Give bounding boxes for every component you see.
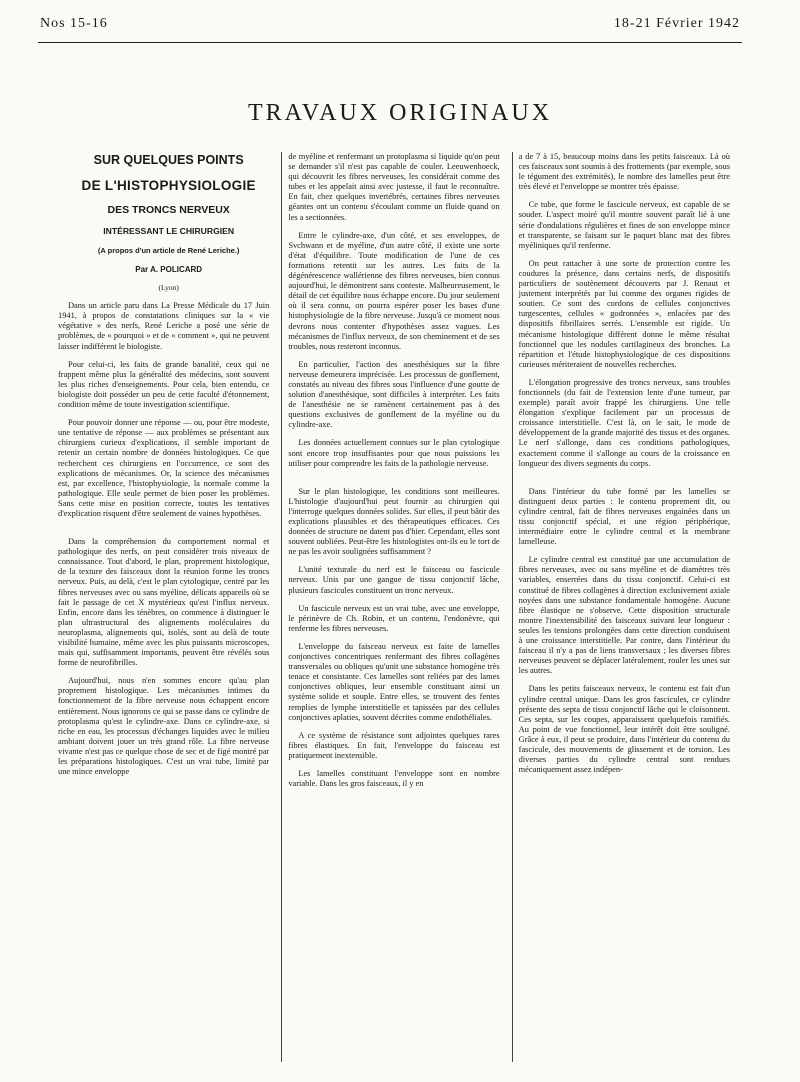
paragraph: Dans l'intérieur du tube formé par les lamelles se distinguent deux parties : le contenu proprement dit, ou cylindre central, fait de fibres nerveuses engainées dans un tissu conjonctif spécial, et une région périphérique, intermédiaire entre le cylindre central et la membrane lamelleuse.: [518, 486, 730, 547]
paragraph: a de 7 à 15, beaucoup moins dans les petits faisceaux. Là où ces faisceaux sont soumis à des frottements (par exemple, sous le tégument des extrémités), le nombre des lamelles peut être très élevé et l'enveloppe se montrer très épaisse.: [518, 152, 730, 192]
page-header: [40, 16, 740, 38]
column-3: [512, 152, 730, 1062]
paragraph: Dans les petits faisceaux nerveux, le contenu est fait d'un cylindre central unique. Dans les gros fascicules, ce cylindre présente des septa de tissu conjonctif lâche qui le cloisonnent. Ces septa, sur les coupes, apparaissent quelquefois ramifiés. Au point de vue fonctionnel, leur intérêt doit être souligné. Grâce à eux, il peut se produire, dans l'intérieur du contenu du fascicule, des mouvements de glissement et de torsion. Les diverses parties du cylindre central sont rendues mécaniquement assez indépen-: [518, 684, 730, 775]
issue-number: Nos 15-16: [40, 16, 108, 31]
paragraph: Les lamelles constituant l'enveloppe sont en nombre variable. Dans les gros faisceaux, il y en: [288, 768, 500, 789]
paragraph: Sur le plan histologique, les conditions sont meilleures. L'histologie d'aujourd'hui peut fournir au chirurgien qui l'interroge quelques données solides. Sur elles, il peut bâtir des explications plausibles et des thérapeutiques efficaces. Ces données de structure ne datent pas d'hier. Cependant, elles sont souvent oubliées. Peut-être les histologistes ont-ils eu le tort de ne pas les avoir soulignées suffisamment ?: [288, 486, 500, 557]
header-rule: [38, 42, 742, 43]
paragraph: Entre le cylindre-axe, d'un côté, et ses enveloppes, de Svchwann et de myéline, d'un autre côté, il existe une sorte d'état d'équilibre. Toute modification de l'une de ces formations retentit sur les autres. Les faits de la dégénérescence wallérienne des fibres nerveuses, bien connus aujourd'hui, le démontrent sans conteste. Malheureusement, le détail de cet équilibre nous échappe encore. Du jour seulement où il sera connu, on pourra espérer poser les bases d'une histophysiologie de la fibre nerveuse. Jusqu'à ce moment nous devrons nous contenter d'hypothèses assez vagues. Les mécanismes de l'influx nerveux, de son cheminement et de ses troubles, nous resteront inconnus.: [288, 230, 500, 351]
paragraph: Pour pouvoir donner une réponse — ou, pour être modeste, une tentative de réponse — aux problèmes se présentant aux chirurgiens curieux d'explications, il semble important de retenir un certain nombre de données histologiques. Ce que recherchent ces chirurgiens en l'occurrence, ce sont des explications de mécanismes. Or, la science des mécanismes est, par excellence, l'histophysiologie, la normale comme la pathologique. Elle seule permet de bien poser les problèmes. Sans cette mise en position correcte, toutes les tentatives d'explication risquent d'être seulement de vaines hypothèses.: [58, 418, 270, 518]
paragraph: L'élongation progressive des troncs nerveux, sans troubles fonctionnels (du fait de l'extension lente d'une tumeur, par exemple) paraît avoir frappé les chirurgiens. Une telle élongation s'explique facilement par un processus de croissance interstitielle. C'est là, on le sait, le mode de développement de la grande majorité des tissus et des organes. Le nerf s'allonge, dans ces conditions pathologiques, exactement comme il s'allonge au cours de la croissance en longueur des divers segments du corps.: [518, 377, 730, 468]
paragraph: Un fascicule nerveux est un vrai tube, avec une enveloppe, le périnèvre de Ch. Robin, et un contenu, l'endonèvre, qui renferme les fibres nerveuses.: [288, 603, 500, 633]
article-title-line-1: SUR QUELQUES POINTS: [93, 153, 244, 167]
paragraph: L'unité texturale du nerf est le faisceau ou fascicule nerveux. Unis par une gangue de tissu conjonctif lâche, plusieurs fascicules constituent un tronc nerveux.: [288, 565, 500, 595]
paragraph: Dans un article paru dans La Presse Médicale du 17 Juin 1941, à propos de constatations cliniques sur la « vie végétative » des nerfs, René Leriche a posé une série de problèmes, de « pourquoi » et de « comment », qui ne peuvent laisser indifférent le biologiste.: [58, 301, 270, 351]
article-subtitle: (A propos d'un article de René Leriche.): [97, 246, 240, 255]
paragraph: Ce tube, que forme le fascicule nerveux, est capable de se souder. L'aspect moiré qu'il montre souvent paraît lié à une série d'ondulations régulières et fines de son enveloppe mince et transparente, se faisant sur le paquet blanc mat des fibres myéliniques qu'il renferme.: [518, 200, 730, 250]
column-1: [58, 152, 269, 1062]
article-title-line-3: DES TRONCS NERVEUX: [107, 204, 230, 216]
article-title-line-4: INTÉRESSANT LE CHIRURGIEN: [103, 226, 235, 236]
paragraph: A ce système de résistance sont adjointes quelques rares fibres élastiques. En fait, l'enveloppe du faisceau est pratiquement inextensible.: [288, 730, 500, 760]
paragraph: Le cylindre central est constitué par une accumulation de fibres nerveuses, avec ou sans myéline et de diamètres très variables, enserrées dans du tissu conjonctif. Celui-ci est constitué de fibres collagènes à direction exclusivement axiale noyées dans une substance fondamentale homogène. Aucune fibre élastique ne s'observe. Cette disposition structurale montre l'inextensibilité des faisceaux suivant leur longueur : seules les tensions prolongées dans cette direction conduisent à une croissance interstitielle. Par contre, dans l'intérieur du faisceau il n'y a pas de liens transversaux ; les diverses fibres nerveuses peuvent se déplacer latéralement, rouler les unes sur les autres.: [518, 555, 730, 676]
paragraph: L'enveloppe du faisceau nerveux est faite de lamelles conjonctives concentriques renfermant des fibres collagènes transversales ou obliques qu'unit une substance homogène très tenace et consistante. Ces lamelles sont reliées par des lames conjonctives obliques, leur ensemble constituant ainsi un système solide et souple. Entre elles, se trouvent des fentes remplies de lymphe interstitielle et tapissées par des cellules conjonctives aplaties, souvent décrites comme endothéliales.: [288, 641, 500, 722]
article-title-line-2: DE L'HISTOPHYSIOLOGIE: [81, 178, 256, 193]
section-title: TRAVAUX ORIGINAUX: [247, 100, 553, 127]
paragraph: Les données actuellement connues sur le plan cytologique sont encore trop insuffisantes pour que nous puissions les utiliser pour comprendre les faits de la pathologie nerveuse.: [288, 438, 500, 468]
column-2: [281, 152, 499, 1062]
paragraph: On peut rattacher à une sorte de protection contre les coudures la présence, dans certains nerfs, de dispositifs particuliers de soutènement découverts par J. Renaut et justement interprétés par lui comme des organes rigides de soutien. Ce sont des cordons de cellules conjonctives turgescentes, cellules « godronnées », enlacées par des dispositifs fibrillaires serrés. L'ensemble est rigide. Un mécanisme histologique différent donne le même résultat fonctionnel que les nodules cartilagineux des bronches. La répartition et l'étude histophysiologique de ces dispositions curieuses mériteraient de nouvelles recherches.: [518, 258, 730, 369]
paragraph: Dans la compréhension du comportement normal et pathologique des nerfs, on peut considérer trois niveaux de connaissance. Tout d'abord, le plan, proprement histologique, de la texture des faisceaux dont la réunion forme les troncs nerveux. Puis, au delà, c'est le plan cytologique, centré par les fibres nerveuses avec ou sans myéline, délicats appareils où se fait le passage de cet X mystérieux qu'est l'influx nerveux. Enfin, encore dans les ténèbres, on commence à distinguer le plan ultrastructural des alignements moléculaires du neuroplasma, alignements qui, isolés, sont au delà de toute visibilité humaine, même avec les plus puissants microscopes, mais qui, suffisamment importants, peuvent être révélés sous forme de neurofibrilles.: [58, 537, 270, 668]
paragraph: de myéline et renfermant un protoplasma si liquide qu'on peut se demander s'il n'est pas capable de couler. Leeuwenhoeck, qui découvrit les fibres nerveuses, les considérait comme des tubes et les appelait ainsi avec justesse, il faut le reconnaître. En fait, chez quelques invertébrés, certaines fibres nerveuses géantes ont un contenu s'écoulant comme un fluide quand on les a sectionnées.: [288, 152, 500, 222]
paragraph: Pour celui-ci, les faits de grande banalité, ceux qui ne frappent même plus la généralité des médecins, sont souvent les plus riches d'enseignements. Pour cela, bien entendu, ce biologiste doit posséder un peu de cette faculté d'étonnement, condition même de toute investigation scientifique.: [58, 359, 270, 410]
issue-date: 18-21 Février 1942: [613, 16, 740, 31]
author: Par A. POLICARD: [135, 265, 203, 274]
author-city: (Lyon): [158, 283, 179, 293]
article-body: [58, 152, 730, 1062]
paragraph: En particulier, l'action des anesthésiques sur la fibre nerveuse demeurera imprécisée. Les processus de gonflement, constatés au niveau des fibres sous l'influence d'une goutte de solution d'anesthésique, sont difficiles à interpréter. Les faits de l'anesthésie ne se ramènent certainement pas à des questions exclusives de gonflement de la myéline ou du cylindre-axe.: [288, 359, 500, 430]
paragraph: Aujourd'hui, nous n'en sommes encore qu'au plan proprement histologique. Les mécanismes intimes du fonctionnement de la fibre nerveuse nous échappent encore entièrement. Nous ignorons ce qui se passe dans ce cylindre de protoplasma qu'est le cylindre-axe. Dans ce cylindre-axe, si riche en eau, les processus d'échanges liquides avec le milieu ambiant doivent jouer un très grand rôle. La fibre nerveuse vivante n'est pas ce quelque chose de sec et de figé montré par les préparations histologiques. C'est un vrai tube, limité par une mince enveloppe: [58, 676, 270, 777]
